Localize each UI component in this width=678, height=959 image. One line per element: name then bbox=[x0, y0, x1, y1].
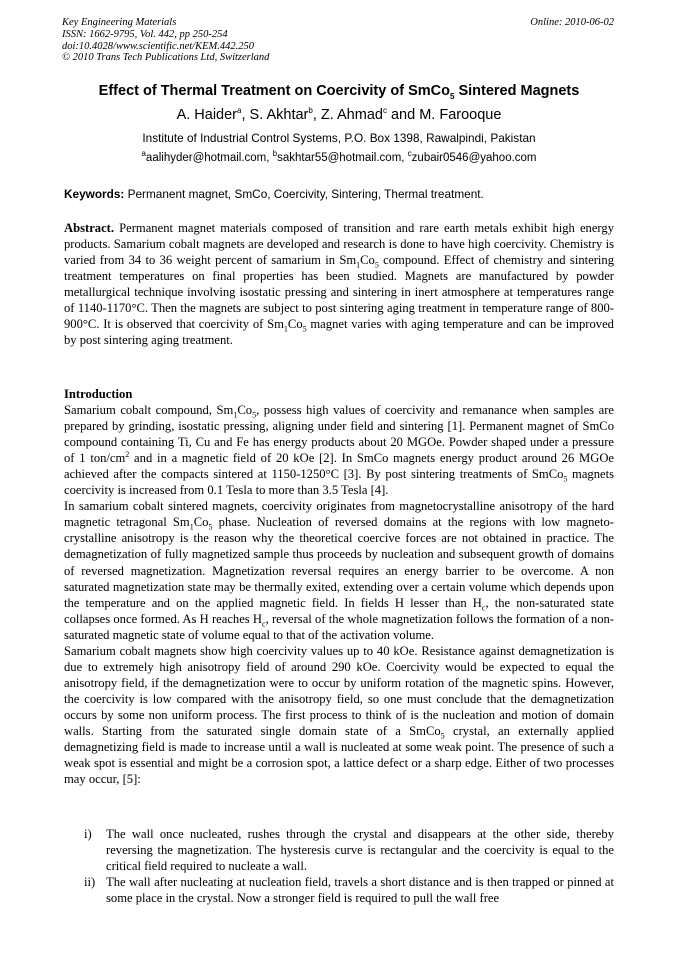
author-affil-mark: c bbox=[382, 106, 387, 116]
journal-header bbox=[62, 17, 614, 64]
issn-line: ISSN: 1662-9795, Vol. 442, pp 250-254 bbox=[62, 28, 228, 40]
list-item bbox=[64, 826, 614, 874]
text: Co bbox=[193, 515, 209, 530]
text: magnets coercivity is increased from 0.1 Tesla to more than 3.5 Tesla [4]. bbox=[64, 467, 614, 498]
numbered-list bbox=[64, 826, 614, 906]
author: S. Akhtar bbox=[249, 107, 309, 123]
email-address[interactable]: zubair0546@yahoo.com bbox=[411, 152, 537, 164]
abstract-text: magnet varies with aging temperature and can be improved by post sintering aging treatment. bbox=[64, 317, 614, 348]
title-text-end: Sintered Magnets bbox=[454, 83, 580, 99]
text: , the non-saturated state collapses once formed. As H reaches H bbox=[64, 595, 614, 626]
subscript: 5 bbox=[563, 474, 568, 484]
keywords bbox=[64, 187, 614, 201]
abstract bbox=[64, 220, 614, 348]
list-item bbox=[64, 874, 614, 906]
abstract-text: Co bbox=[360, 253, 375, 268]
subscript: 1 bbox=[356, 260, 361, 270]
text: , reversal of the whole magnetization follows the formation of a non-saturated magnetic state of volume equal to that of the activation volume. bbox=[64, 611, 614, 642]
paragraph bbox=[64, 402, 614, 498]
author-separator: , bbox=[241, 107, 250, 123]
email-address[interactable]: aalihyder@hotmail.com, bbox=[145, 152, 273, 164]
author: Z. Ahmad bbox=[320, 107, 383, 123]
journal-name: Key Engineering Materials bbox=[62, 17, 177, 28]
subscript: 5 bbox=[252, 410, 257, 420]
title-subscript: 5 bbox=[449, 91, 455, 101]
subscript: c bbox=[481, 603, 486, 613]
section-heading: Introduction bbox=[64, 387, 133, 401]
subscript: 5 bbox=[374, 260, 379, 270]
text: In samarium cobalt sintered magnets, coercivity originates from magnetocrystalline anisotropy of the hard magnetic tetragonal Sm bbox=[64, 499, 614, 530]
list-item-text: The wall after nucleating at nucleation field, travels a short distance and is then trapped or pinned at some place in the crystal. Now a stronger field is required to pull the wall free bbox=[106, 875, 614, 906]
subscript: 1 bbox=[283, 324, 288, 334]
list-marker: ii) bbox=[84, 875, 96, 890]
keywords-label: Keywords: bbox=[64, 187, 125, 201]
subscript: 1 bbox=[233, 410, 238, 420]
author-affil-mark: a bbox=[237, 106, 242, 116]
text: crystal, an externally applied demagnetizing field is made to increase until a wall is nucleated at some weak point. The presence of such a weak spot is essential and might be a corrosion spot, a lattice defect or a sharp edge. Either of two processes may occur, [5]: bbox=[64, 723, 614, 787]
email-address[interactable]: sakhtar55@hotmail.com, bbox=[277, 152, 408, 164]
list-marker: i) bbox=[84, 827, 92, 841]
keywords-text: Permanent magnet, SmCo, Coercivity, Sintering, Thermal treatment. bbox=[124, 187, 484, 201]
abstract-text: Permanent magnet materials composed of transition and rare earth metals exhibit high energy products. Samarium cobalt magnets are developed and research is done to have high coercivity. Chemistry is varied from 34 to 36 weight percent of samarium in Sm bbox=[64, 221, 614, 268]
title-text: Effect of Thermal Treatment on Coercivity of SmCo bbox=[98, 83, 450, 99]
paragraph bbox=[64, 498, 614, 642]
author: M. Farooque bbox=[419, 107, 502, 123]
text: Co bbox=[237, 403, 253, 418]
author-separator: , bbox=[312, 107, 321, 123]
subscript: 1 bbox=[189, 522, 194, 532]
subscript: c bbox=[262, 619, 266, 629]
copyright-line: © 2010 Trans Tech Publications Ltd, Switzerland bbox=[62, 52, 270, 64]
online-date: Online: 2010-06-02 bbox=[530, 17, 614, 28]
paper-title bbox=[40, 83, 638, 99]
paragraph bbox=[64, 643, 614, 787]
text: and in a magnetic field of 20 kOe [2]. In SmCo magnets energy product around 26 MGOe achieved after the compacts sintered at 1150-1250°C [3]. By post sintering treatments of SmCo bbox=[64, 451, 614, 482]
author-list bbox=[40, 107, 638, 123]
text: phase. Nucleation of reversed domains at the regions with low magneto-crystalline anisotropy is the reason why the theoretical coercive forces are not obtained in practice. The demagnetization of fully magnetized sample thus proceeds by nucleation and subsequent growth of domains of reversed magnetization. Magnetization reversal requires an energy barrier to be overcome. A non saturated magnetization state may be thermally exited, extending over a certain volume which depends upon the temperature and on the applied magnetic field. In fields H lesser than H bbox=[64, 515, 614, 610]
list-item-text: The wall once nucleated, rushes through the crystal and disappears at the other side, thereby reversing the magnetization. The hysteresis curve is rectangular and the coercivity is equal to the critical field required to nucleate a wall. bbox=[106, 827, 614, 874]
introduction-section bbox=[64, 386, 614, 787]
subscript: 5 bbox=[302, 324, 307, 334]
doi-line: doi:10.4028/www.scientific.net/KEM.442.250 bbox=[62, 40, 254, 52]
author: A. Haider bbox=[176, 107, 238, 123]
email-mark: b bbox=[272, 149, 278, 159]
email-mark: a bbox=[141, 149, 146, 159]
subscript: 5 bbox=[208, 522, 213, 532]
text: Samarium cobalt compound, Sm bbox=[64, 403, 234, 418]
email-mark: c bbox=[407, 149, 412, 159]
text: , possess high values of coercivity and remanance when samples are prepared by grinding, isostatic pressing, aligning under field and sintering [1]. Permanent magnet of SmCo compound containing Ti, Cu and Fe has energy products about 20 MGOe. Powder shaped under a pressure of 1 ton/cm bbox=[64, 403, 614, 466]
superscript: 2 bbox=[125, 450, 130, 459]
abstract-text: compound. Effect of chemistry and sintering treatment temperatures on final properties has been studied. Magnets are manufactured by powder metallurgical technique involving isostatic pressing and sintering in inert atmosphere at temperatures range of 1140-1170°C. Then the magnets are subject to post sintering aging treatment in temperature range of 800-900°C. It is observed that coercivity of Sm bbox=[64, 253, 614, 332]
text: Samarium cobalt magnets show high coercivity values up to 40 kOe. Resistance against demagnetization is due to extremely high anisotropy field of around 290 kOe. Coercivity would be expected to equal the anisotropy field, if the demagnetization were to occur by uniform rotation of the magnetic spins. However, the coercivity is low compared with the anisotropy field, so one must conclude that the demagnetization occurs by some non uniform process. The first process to think of is the nucleation and motion of domain walls. Starting from the saturated single domain state of a SmCo bbox=[64, 643, 614, 738]
abstract-text: Co bbox=[287, 317, 303, 332]
abstract-label: Abstract. bbox=[64, 221, 115, 235]
author-separator: and bbox=[386, 107, 420, 123]
affiliation: Institute of Industrial Control Systems, P.O. Box 1398, Rawalpindi, Pakistan bbox=[142, 131, 536, 145]
author-affil-mark: b bbox=[308, 106, 313, 116]
email-list bbox=[40, 149, 638, 164]
subscript: 5 bbox=[440, 731, 445, 741]
